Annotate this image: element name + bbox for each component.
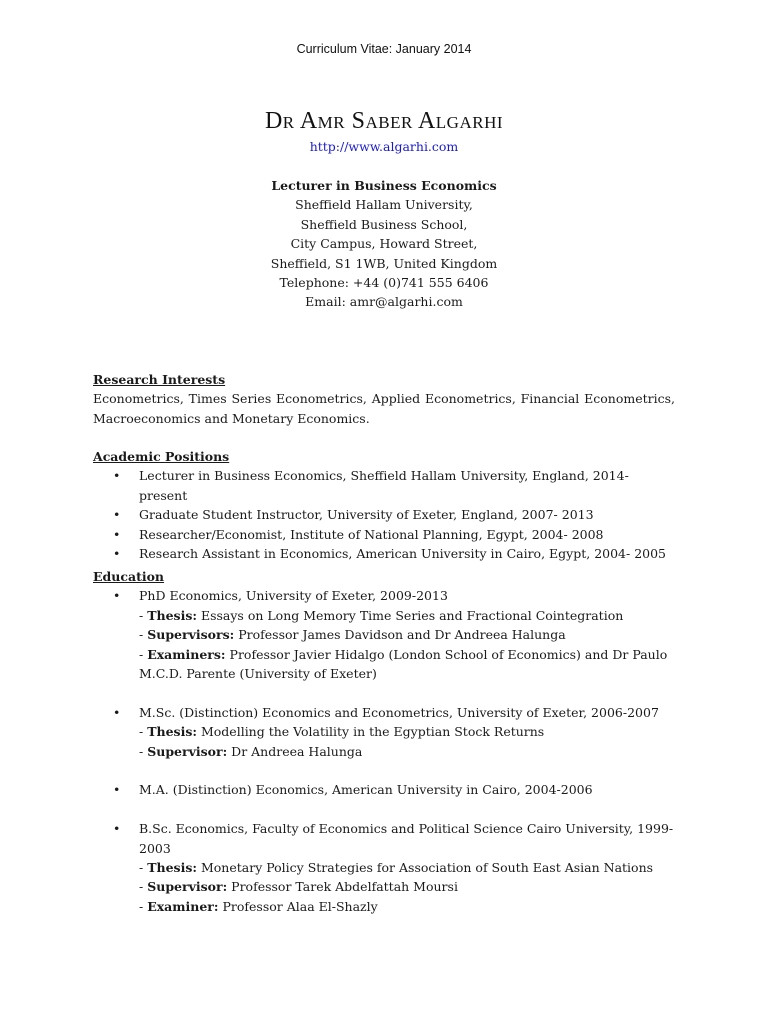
contact-line: Sheffield Business School,	[300, 216, 468, 232]
education-item-ma: • M.A. (Distinction) Economics, American University in Cairo, 2004-2006	[93, 780, 675, 799]
positions-list	[93, 466, 675, 563]
education-item-msc: • M.Sc. (Distinction) Economics and Econometrics, University of Exeter, 2006-2007 - Thesis: Modelling the Volatility in the Egyptian Stock Returns - Supervisor: Dr Andreea Halunga	[113, 704, 659, 759]
bullet-icon: •	[113, 526, 121, 542]
contact-line: Sheffield Hallam University,	[295, 197, 473, 213]
list-item: • Lecturer in Business Economics, Sheffield Hallam University, England, 2014- present	[113, 468, 629, 503]
list-item: • Graduate Student Instructor, University of Exeter, England, 2007- 2013	[93, 505, 675, 524]
document-header: Curriculum Vitae: January 2014	[296, 42, 472, 56]
bullet-icon: •	[113, 507, 121, 523]
job-title: Lecturer in Business Economics	[271, 178, 497, 193]
education-item-bsc: • B.Sc. Economics, Faculty of Economics and Political Science Cairo University, 1999-2003 - Thesis: Monetary Policy Strategies for Association of South East Asian Nations - Supervisor: Professor Tarek Abdelfattah Moursi - Examiner: Professor Alaa El-Shazly	[113, 821, 674, 914]
bullet-icon: •	[113, 782, 121, 798]
section-title: Research Interests	[93, 372, 226, 387]
research-interests-section	[93, 370, 675, 428]
education-section	[93, 567, 675, 916]
contact-line: City Campus, Howard Street,	[290, 236, 478, 252]
research-interests-text: Econometrics, Times Series Econometrics, Applied Econometrics, Financial Econometrics, Macroeconomics and Monetary Economics.	[93, 391, 675, 426]
bullet-icon: •	[113, 704, 121, 720]
section-title: Academic Positions	[93, 449, 230, 464]
list-item: • Researcher/Economist, Institute of National Planning, Egypt, 2004- 2008	[93, 525, 675, 544]
bullet-icon: •	[113, 588, 121, 604]
bullet-icon: •	[113, 468, 121, 484]
bullet-icon: •	[113, 821, 121, 837]
section-title: Education	[93, 569, 165, 584]
education-item-phd: • PhD Economics, University of Exeter, 2009-2013 - Thesis: Essays on Long Memory Time Series and Fractional Cointegration - Supervisors: Professor James Davidson and Dr Andreea Halunga	[113, 588, 624, 643]
person-name: Dr Amr Saber Algarhi	[264, 108, 504, 134]
contact-block	[0, 176, 768, 312]
contact-line: Sheffield, S1 1WB, United Kingdom	[270, 255, 498, 271]
education-list	[93, 586, 675, 644]
email-line: Email: amr@algarhi.com	[305, 294, 463, 310]
website-link[interactable]: http://www.algarhi.com	[309, 139, 459, 154]
telephone-line: Telephone: +44 (0)741 555 6406	[279, 275, 489, 291]
list-item: • Research Assistant in Economics, American University in Cairo, Egypt, 2004- 2005	[93, 544, 675, 563]
examiners-line: - Examiners: Professor Javier Hidalgo (London School of Economics) and Dr Paulo M.C.D. Parente (University of Exeter)	[139, 646, 668, 682]
bullet-icon: •	[113, 546, 121, 562]
academic-positions-section	[93, 447, 675, 563]
